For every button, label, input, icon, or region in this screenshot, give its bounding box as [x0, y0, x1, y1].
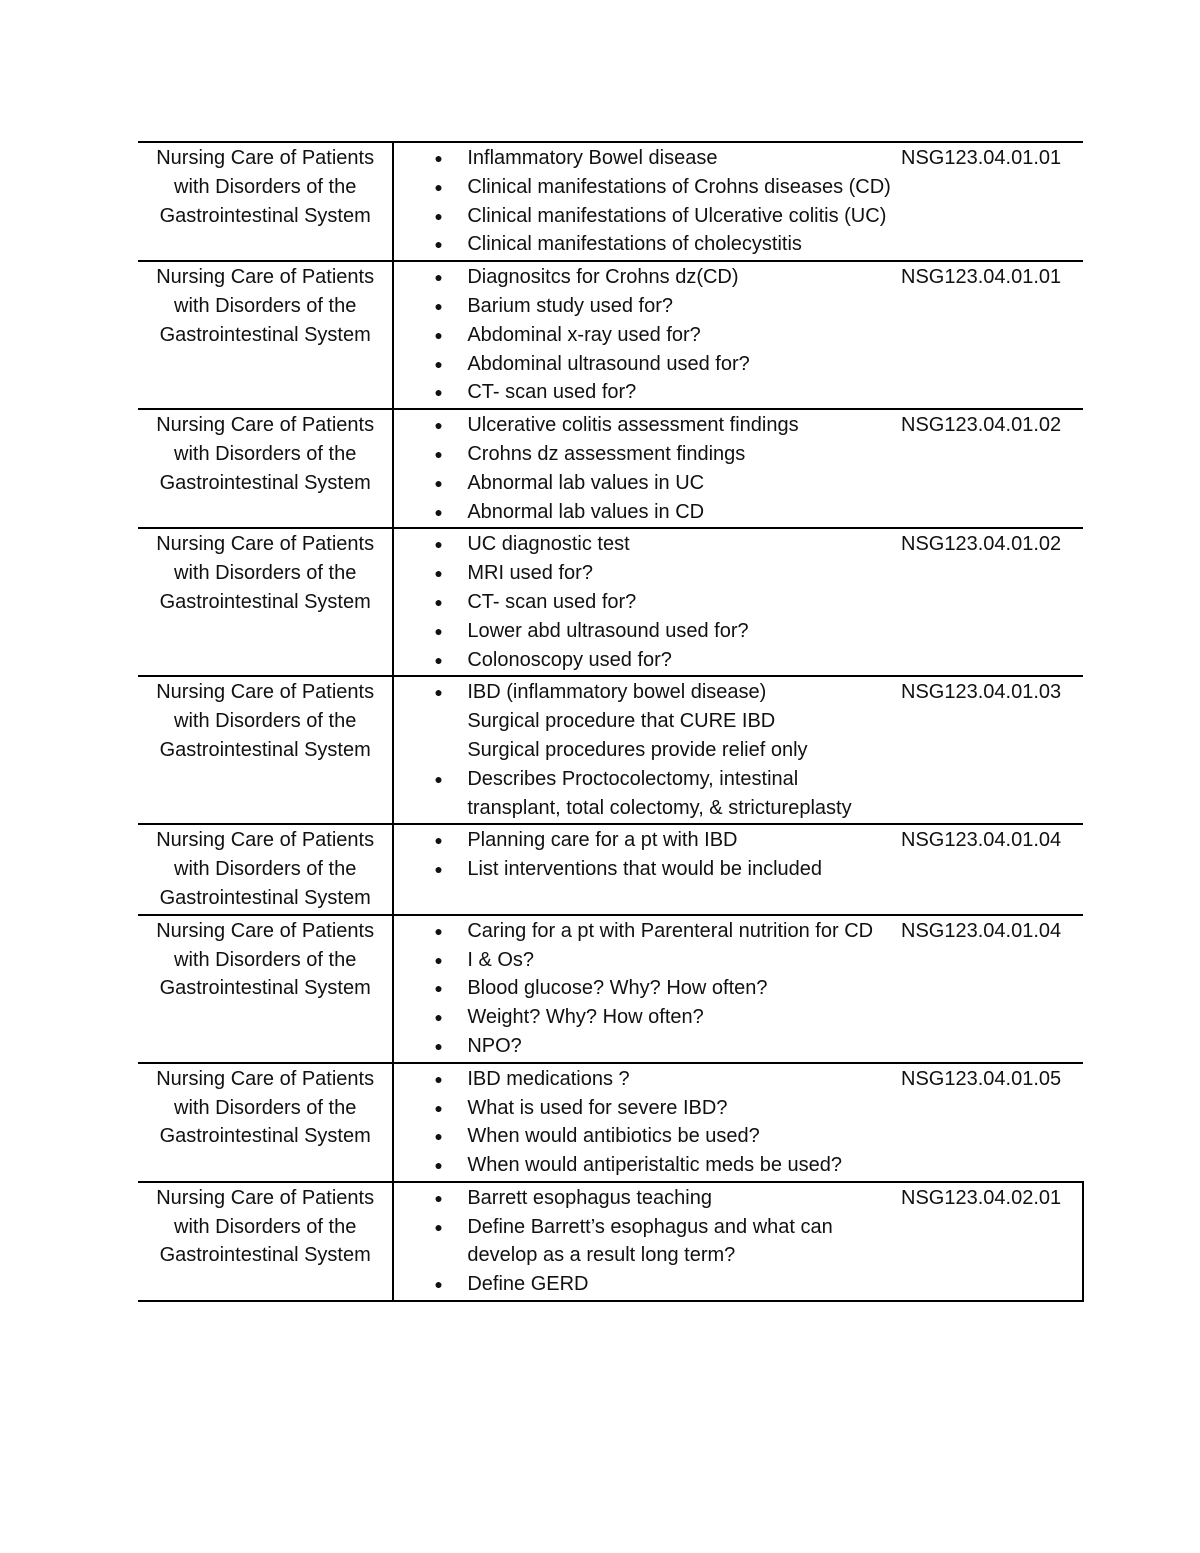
- list-item-text: Abdominal x-ray used for?: [467, 323, 701, 346]
- list-item-text: Abnormal lab values in CD: [467, 500, 705, 523]
- bullet-icon: ●: [434, 150, 443, 166]
- list-item: [400, 617, 893, 646]
- item-list: [400, 917, 893, 1061]
- code-cell: [899, 1063, 1083, 1182]
- item-list: [400, 678, 893, 822]
- list-item: [400, 378, 893, 407]
- topic-line: Nursing Care of Patients: [156, 681, 375, 704]
- list-item-text: Diagnositcs for Crohns dz(CD): [467, 266, 739, 289]
- objective-code: NSG123.04.02.01: [901, 1186, 1062, 1209]
- objectives-table-body: [138, 142, 1083, 1301]
- topic-cell: [138, 824, 393, 914]
- list-item-text: Clinical manifestations of Crohns diseases (CD): [467, 175, 891, 198]
- topic-cell: [138, 142, 393, 261]
- list-item-text: Abdominal ultrasound used for?: [467, 352, 750, 375]
- code-cell: [899, 824, 1083, 914]
- code-cell: [899, 1182, 1083, 1301]
- bullet-icon: ●: [434, 770, 443, 787]
- topic-line: Gastrointestinal System: [159, 977, 371, 1000]
- table-row: [138, 1063, 1083, 1182]
- list-item-text: Define Barrett’s esophagus and what can develop as a result long term?: [467, 1215, 833, 1267]
- objective-code: NSG123.04.01.03: [901, 681, 1062, 704]
- topic-line: with Disorders of the: [174, 175, 357, 198]
- bullet-icon: ●: [434, 503, 443, 520]
- list-item: [400, 1151, 893, 1180]
- item-list: [400, 530, 893, 674]
- list-item: [400, 917, 893, 946]
- list-item: [400, 646, 893, 675]
- table-row: [138, 824, 1083, 914]
- bullet-icon: ●: [434, 980, 443, 997]
- bullet-icon: ●: [434, 417, 443, 434]
- topic-line: Nursing Care of Patients: [156, 533, 375, 556]
- list-item-text: Inflammatory Bowel disease: [467, 147, 718, 169]
- bullet-icon: ●: [434, 1070, 443, 1087]
- topic-line: Gastrointestinal System: [159, 323, 371, 346]
- bullet-icon: ●: [434, 536, 443, 553]
- list-item: [400, 230, 893, 259]
- code-cell: [899, 915, 1083, 1063]
- item-list: [400, 1065, 893, 1180]
- list-item-text: IBD (inflammatory bowel disease): [467, 681, 767, 704]
- topic-cell: [138, 528, 393, 676]
- list-item: [400, 1065, 893, 1094]
- topic-line: Nursing Care of Patients: [156, 829, 375, 852]
- list-item-text: IBD medications ?: [467, 1067, 630, 1090]
- items-cell: [393, 1063, 899, 1182]
- topic-line: with Disorders of the: [174, 294, 357, 317]
- list-item-text: Barrett esophagus teaching: [467, 1186, 712, 1209]
- list-item-text: What is used for severe IBD?: [467, 1096, 728, 1119]
- bullet-icon: ●: [434, 1037, 443, 1054]
- bullet-icon: ●: [434, 951, 443, 968]
- list-item: [400, 469, 893, 498]
- list-item: [400, 144, 893, 173]
- list-item: [400, 530, 893, 559]
- topic-line: Gastrointestinal System: [159, 1125, 371, 1148]
- list-item: [400, 292, 893, 321]
- topic-line: Gastrointestinal System: [159, 590, 371, 613]
- list-item: [400, 1184, 893, 1213]
- topic-cell: [138, 676, 393, 824]
- list-item-text: Surgical procedure that CURE IBD: [467, 710, 776, 733]
- topic-line: Gastrointestinal System: [159, 738, 371, 761]
- topic-cell: [138, 261, 393, 409]
- list-item: [400, 1213, 893, 1271]
- list-item-text: Crohns dz assessment findings: [467, 442, 746, 465]
- bullet-icon: ●: [434, 178, 443, 195]
- list-item: [400, 498, 893, 527]
- items-cell: [393, 1182, 899, 1301]
- items-cell: [393, 261, 899, 409]
- list-item: [400, 411, 893, 440]
- bullet-icon: ●: [434, 622, 443, 639]
- objective-code: NSG123.04.01.04: [901, 829, 1062, 852]
- list-item: [400, 974, 893, 1003]
- bullet-icon: ●: [434, 922, 443, 939]
- bullet-icon: ●: [434, 384, 443, 401]
- item-list: [400, 1184, 893, 1299]
- items-cell: [393, 142, 899, 261]
- bullet-icon: ●: [434, 593, 443, 610]
- bullet-icon: ●: [434, 326, 443, 343]
- items-cell: [393, 676, 899, 824]
- objective-code: NSG123.04.01.01: [901, 266, 1062, 289]
- list-item: [400, 826, 893, 855]
- bullet-icon: ●: [434, 207, 443, 224]
- list-item: [400, 440, 893, 469]
- code-cell: [899, 142, 1083, 261]
- list-item-text: Weight? Why? How often?: [467, 1006, 704, 1029]
- topic-line: Gastrointestinal System: [159, 886, 371, 909]
- list-item: [400, 263, 893, 292]
- topic-line: Nursing Care of Patients: [156, 266, 375, 289]
- list-item: [400, 1032, 893, 1061]
- list-item: [400, 946, 893, 975]
- code-cell: [899, 676, 1083, 824]
- topic-line: Nursing Care of Patients: [156, 919, 375, 942]
- list-item: [400, 1270, 893, 1299]
- bullet-icon: ●: [434, 236, 443, 253]
- objective-code: NSG123.04.01.04: [901, 919, 1062, 942]
- bullet-icon: ●: [434, 832, 443, 849]
- topic-line: Nursing Care of Patients: [156, 1186, 375, 1209]
- topic-line: with Disorders of the: [174, 1096, 357, 1119]
- bullet-icon: ●: [434, 684, 443, 701]
- topic-line: Nursing Care of Patients: [156, 147, 375, 169]
- topic-line: Gastrointestinal System: [159, 1244, 371, 1267]
- list-item-text: Planning care for a pt with IBD: [467, 829, 738, 852]
- topic-cell: [138, 915, 393, 1063]
- list-item: [400, 1122, 893, 1151]
- list-item-text: Clinical manifestations of cholecystitis: [467, 233, 802, 256]
- list-item-text: Blood glucose? Why? How often?: [467, 977, 768, 1000]
- list-item: [400, 678, 893, 707]
- topic-line: Nursing Care of Patients: [156, 414, 375, 437]
- topic-cell: [138, 409, 393, 528]
- bullet-icon: ●: [434, 1009, 443, 1026]
- items-cell: [393, 528, 899, 676]
- item-list: [400, 144, 893, 259]
- code-cell: [899, 528, 1083, 676]
- bullet-icon: ●: [434, 355, 443, 372]
- table-row: [138, 261, 1083, 409]
- list-item: [400, 765, 893, 823]
- bullet-icon: ●: [434, 565, 443, 582]
- table-row: [138, 142, 1083, 261]
- list-item-text: When would antiperistaltic meds be used?: [467, 1154, 842, 1177]
- bullet-icon: ●: [434, 269, 443, 286]
- list-item-text: Ulcerative colitis assessment findings: [467, 414, 799, 437]
- code-cell: [899, 261, 1083, 409]
- list-item-text: MRI used for?: [467, 562, 593, 585]
- list-item-text: UC diagnostic test: [467, 533, 630, 556]
- list-item: [400, 202, 893, 231]
- item-list: [400, 826, 893, 884]
- bullet-icon: ●: [434, 651, 443, 668]
- list-item-text: List interventions that would be included: [467, 858, 823, 881]
- topic-line: Gastrointestinal System: [159, 204, 371, 227]
- list-item-text: Barium study used for?: [467, 294, 673, 317]
- list-item: [400, 350, 893, 379]
- objective-code: NSG123.04.01.02: [901, 533, 1062, 556]
- list-item-text: Clinical manifestations of Ulcerative colitis (UC): [467, 204, 887, 227]
- items-cell: [393, 824, 899, 914]
- topic-line: with Disorders of the: [174, 562, 357, 585]
- list-item-text: Describes Proctocolectomy, intestinal transplant, total colectomy, & strictureplasty: [467, 767, 852, 819]
- bullet-icon: ●: [434, 1218, 443, 1235]
- topic-line: with Disorders of the: [174, 858, 357, 881]
- table-row: [138, 915, 1083, 1063]
- bullet-icon: ●: [434, 861, 443, 878]
- topic-line: with Disorders of the: [174, 442, 357, 465]
- list-item-text: CT- scan used for?: [467, 381, 637, 404]
- list-item-text: When would antibiotics be used?: [467, 1125, 760, 1148]
- topic-cell: [138, 1182, 393, 1301]
- list-item-text: Abnormal lab values in UC: [467, 471, 705, 494]
- bullet-icon: ●: [434, 445, 443, 462]
- list-item: [400, 1094, 893, 1123]
- list-item-text: Caring for a pt with Parenteral nutrition for CD: [467, 919, 874, 942]
- topic-line: with Disorders of the: [174, 1215, 357, 1238]
- bullet-icon: ●: [434, 1189, 443, 1206]
- list-item: [400, 855, 893, 884]
- table-row: [138, 676, 1083, 824]
- list-item-text: CT- scan used for?: [467, 590, 637, 613]
- list-item-text: NPO?: [467, 1034, 522, 1057]
- bullet-icon: ●: [434, 1128, 443, 1145]
- table-row: [138, 528, 1083, 676]
- topic-line: with Disorders of the: [174, 710, 357, 733]
- table-row: [138, 409, 1083, 528]
- list-item-text: Surgical procedures provide relief only: [467, 738, 808, 761]
- item-list: [400, 263, 893, 407]
- list-item-text: Define GERD: [467, 1273, 589, 1296]
- topic-cell: [138, 1063, 393, 1182]
- items-cell: [393, 409, 899, 528]
- bullet-icon: ●: [434, 474, 443, 491]
- objective-code: NSG123.04.01.05: [901, 1067, 1062, 1090]
- topic-line: Gastrointestinal System: [159, 471, 371, 494]
- list-item-text: Colonoscopy used for?: [467, 648, 672, 671]
- list-item: [400, 559, 893, 588]
- topic-line: Nursing Care of Patients: [156, 1067, 375, 1090]
- items-cell: [393, 915, 899, 1063]
- bullet-icon: ●: [434, 297, 443, 314]
- list-item: [400, 321, 893, 350]
- code-cell: [899, 409, 1083, 528]
- list-item-text: Lower abd ultrasound used for?: [467, 619, 749, 642]
- objective-code: NSG123.04.01.01: [901, 147, 1062, 169]
- topic-line: with Disorders of the: [174, 948, 357, 971]
- list-item: [400, 588, 893, 617]
- bullet-icon: ●: [434, 1099, 443, 1116]
- list-item: [400, 736, 893, 765]
- objectives-table: [138, 141, 1084, 1302]
- list-item: [400, 707, 893, 736]
- bullet-icon: ●: [434, 1276, 443, 1293]
- item-list: [400, 411, 893, 526]
- list-item: [400, 173, 893, 202]
- objective-code: NSG123.04.01.02: [901, 414, 1062, 437]
- bullet-icon: ●: [434, 1157, 443, 1174]
- list-item-text: I & Os?: [467, 948, 535, 971]
- list-item: [400, 1003, 893, 1032]
- table-row: [138, 1182, 1083, 1301]
